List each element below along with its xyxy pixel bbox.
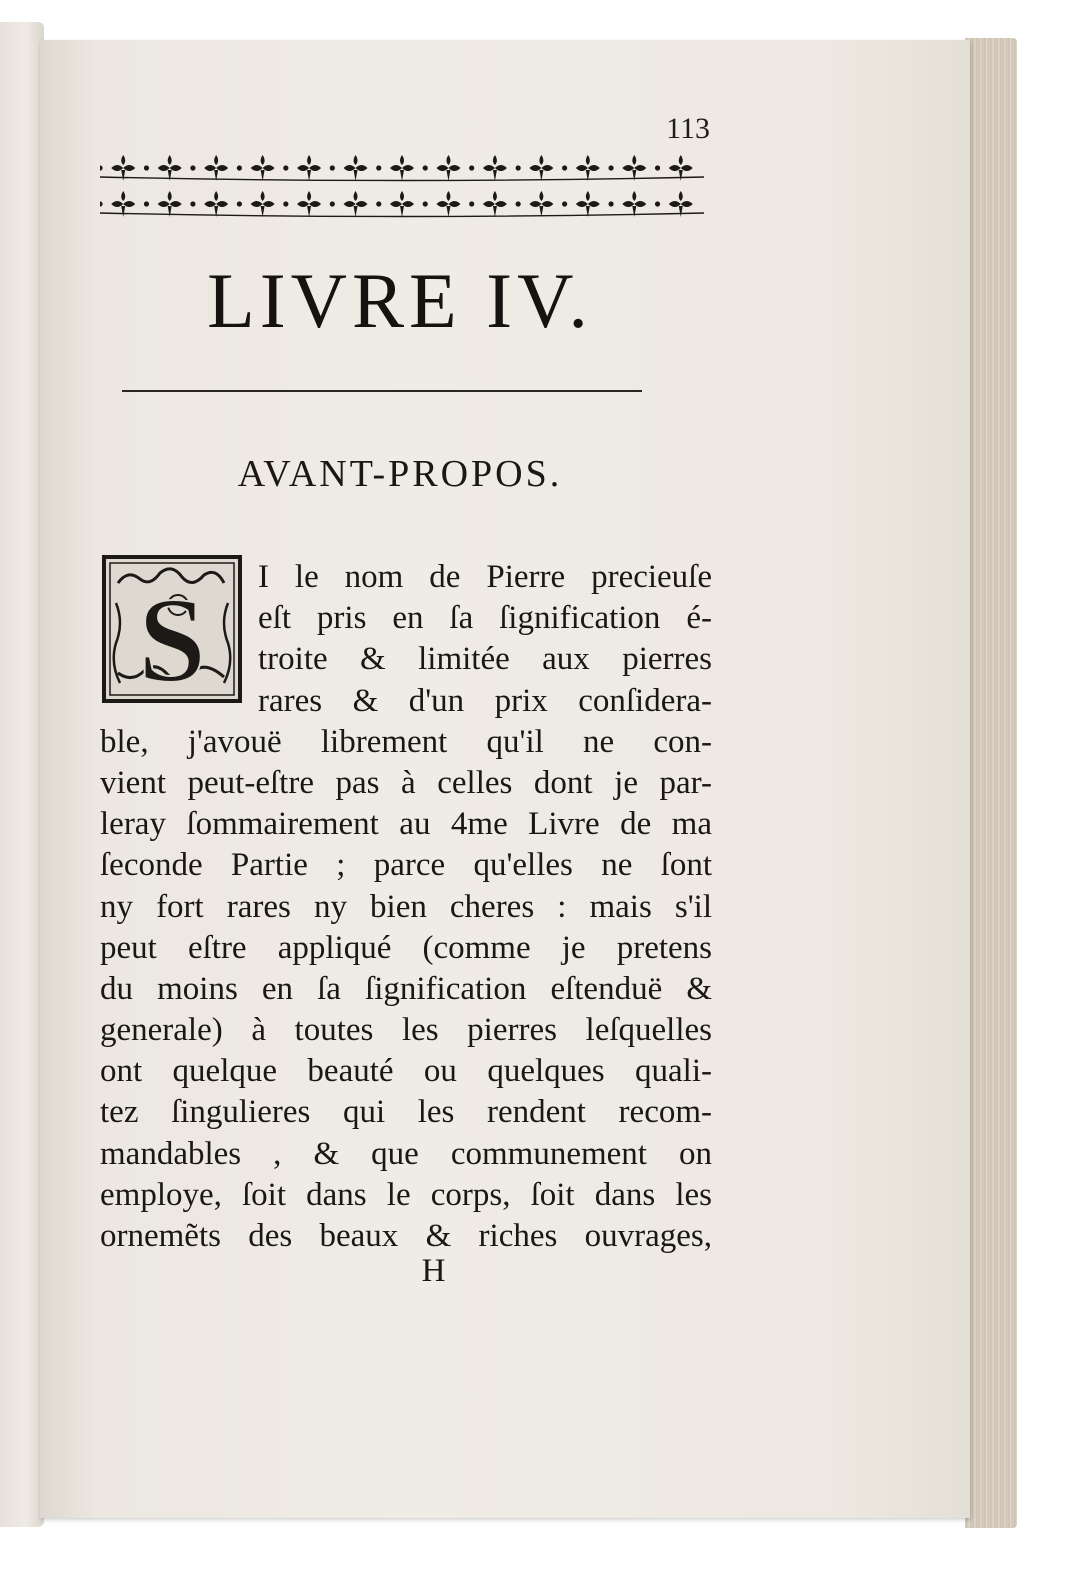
fleur-de-lis-icon (204, 191, 228, 217)
text-line: tez ſingulieres qui les rendent recom- (100, 1094, 712, 1131)
fleur-de-lis-icon (622, 155, 646, 181)
text-line: ornemẽts des beaux & riches ouvrages, (100, 1218, 712, 1254)
ornament-dot (655, 165, 660, 170)
fleur-de-lis-icon (390, 191, 414, 217)
ornament-dot (283, 165, 288, 170)
ornament-dot (608, 165, 613, 170)
fleur-de-lis-icon (483, 191, 507, 217)
fleur-de-lis-icon (436, 155, 460, 181)
text-line: peut eſtre appliqué (comme je pretens (100, 929, 712, 966)
ornament-dot (469, 165, 474, 170)
fleur-de-lis-icon (344, 191, 368, 217)
text-line: leray ſommairement au 4me Livre de ma (100, 806, 712, 843)
ornament-dot (376, 201, 381, 206)
text-line: ſeconde Partie ; parce qu'elles ne ſont (100, 847, 712, 884)
ornament-dot (376, 165, 381, 170)
ornament-dot (144, 165, 149, 170)
ornament-dot (562, 165, 567, 170)
ornament-dot (144, 201, 149, 206)
fleur-de-lis-icon (576, 191, 600, 217)
title-rule (122, 390, 642, 392)
fleur-de-lis-icon (436, 191, 460, 217)
ornament-dot (469, 201, 474, 206)
ornament-dot (100, 165, 103, 170)
fleur-de-lis-icon (251, 155, 275, 181)
fleur-de-lis-icon (204, 155, 228, 181)
ornament-dot (100, 201, 103, 206)
signature-mark: H (421, 1253, 446, 1289)
text-line: troite & limitée aux pierres (258, 641, 712, 678)
ornament-dot (237, 201, 242, 206)
fleur-de-lis-icon (529, 191, 553, 217)
ornament-dot (423, 201, 428, 206)
body-text (100, 557, 712, 1257)
ornament-dot (330, 165, 335, 170)
text-line: employe, ſoit dans le corps, ſoit dans les (100, 1176, 712, 1213)
book-title: LIVRE IV. (207, 257, 593, 344)
page-number: 113 (666, 112, 710, 145)
text-line: ont quelque beauté ou quelques quali- (100, 1053, 712, 1090)
fleur-de-lis-icon (576, 155, 600, 181)
ornament-dot (330, 201, 335, 206)
ornament-dot (190, 201, 195, 206)
book-fore-edge (965, 38, 1017, 1528)
ornament-dot (516, 201, 521, 206)
fleur-de-lis-icon (158, 155, 182, 181)
ornament-dot (516, 165, 521, 170)
fleur-de-lis-icon (529, 155, 553, 181)
text-line: mandables , & que communement on (100, 1135, 712, 1172)
ornament-dot (283, 201, 288, 206)
ornament-dot (562, 201, 567, 206)
ornament-dot (190, 165, 195, 170)
fleur-de-lis-icon (297, 155, 321, 181)
fleur-de-lis-icon (158, 191, 182, 217)
ornament-dot (608, 201, 613, 206)
ornament-dot (423, 165, 428, 170)
fleur-de-lis-icon (390, 155, 414, 181)
text-line: eſt pris en ſa ſignification é- (258, 600, 712, 637)
text-line: I le nom de Pierre precieuſe (258, 559, 712, 595)
ornament-dot (237, 165, 242, 170)
text-line: du moins en ſa ſignification eſtenduë & (100, 970, 712, 1007)
fleur-de-lis-icon (251, 191, 275, 217)
fleur-de-lis-icon (297, 191, 321, 217)
fleur-de-lis-icon (483, 155, 507, 181)
fleur-de-lis-icon (344, 155, 368, 181)
fleur-de-lis-icon (622, 191, 646, 217)
ornament-dot (655, 201, 660, 206)
fleuron-border-ornament (100, 148, 704, 224)
text-line: generale) à toutes les pierres leſquelles (100, 1012, 712, 1049)
section-heading: AVANT-PROPOS. (237, 453, 563, 495)
drop-cap-letter: S (138, 573, 206, 705)
text-line: ble, j'avouë librement qu'il ne con- (100, 723, 712, 760)
text-line: rares & d'un prix conſidera- (258, 682, 712, 719)
text-line: vient peut-eſtre pas à celles dont je par- (100, 764, 712, 801)
text-line: ny fort rares ny bien cheres : mais s'il (100, 888, 712, 925)
facing-page-edge (0, 22, 44, 1527)
